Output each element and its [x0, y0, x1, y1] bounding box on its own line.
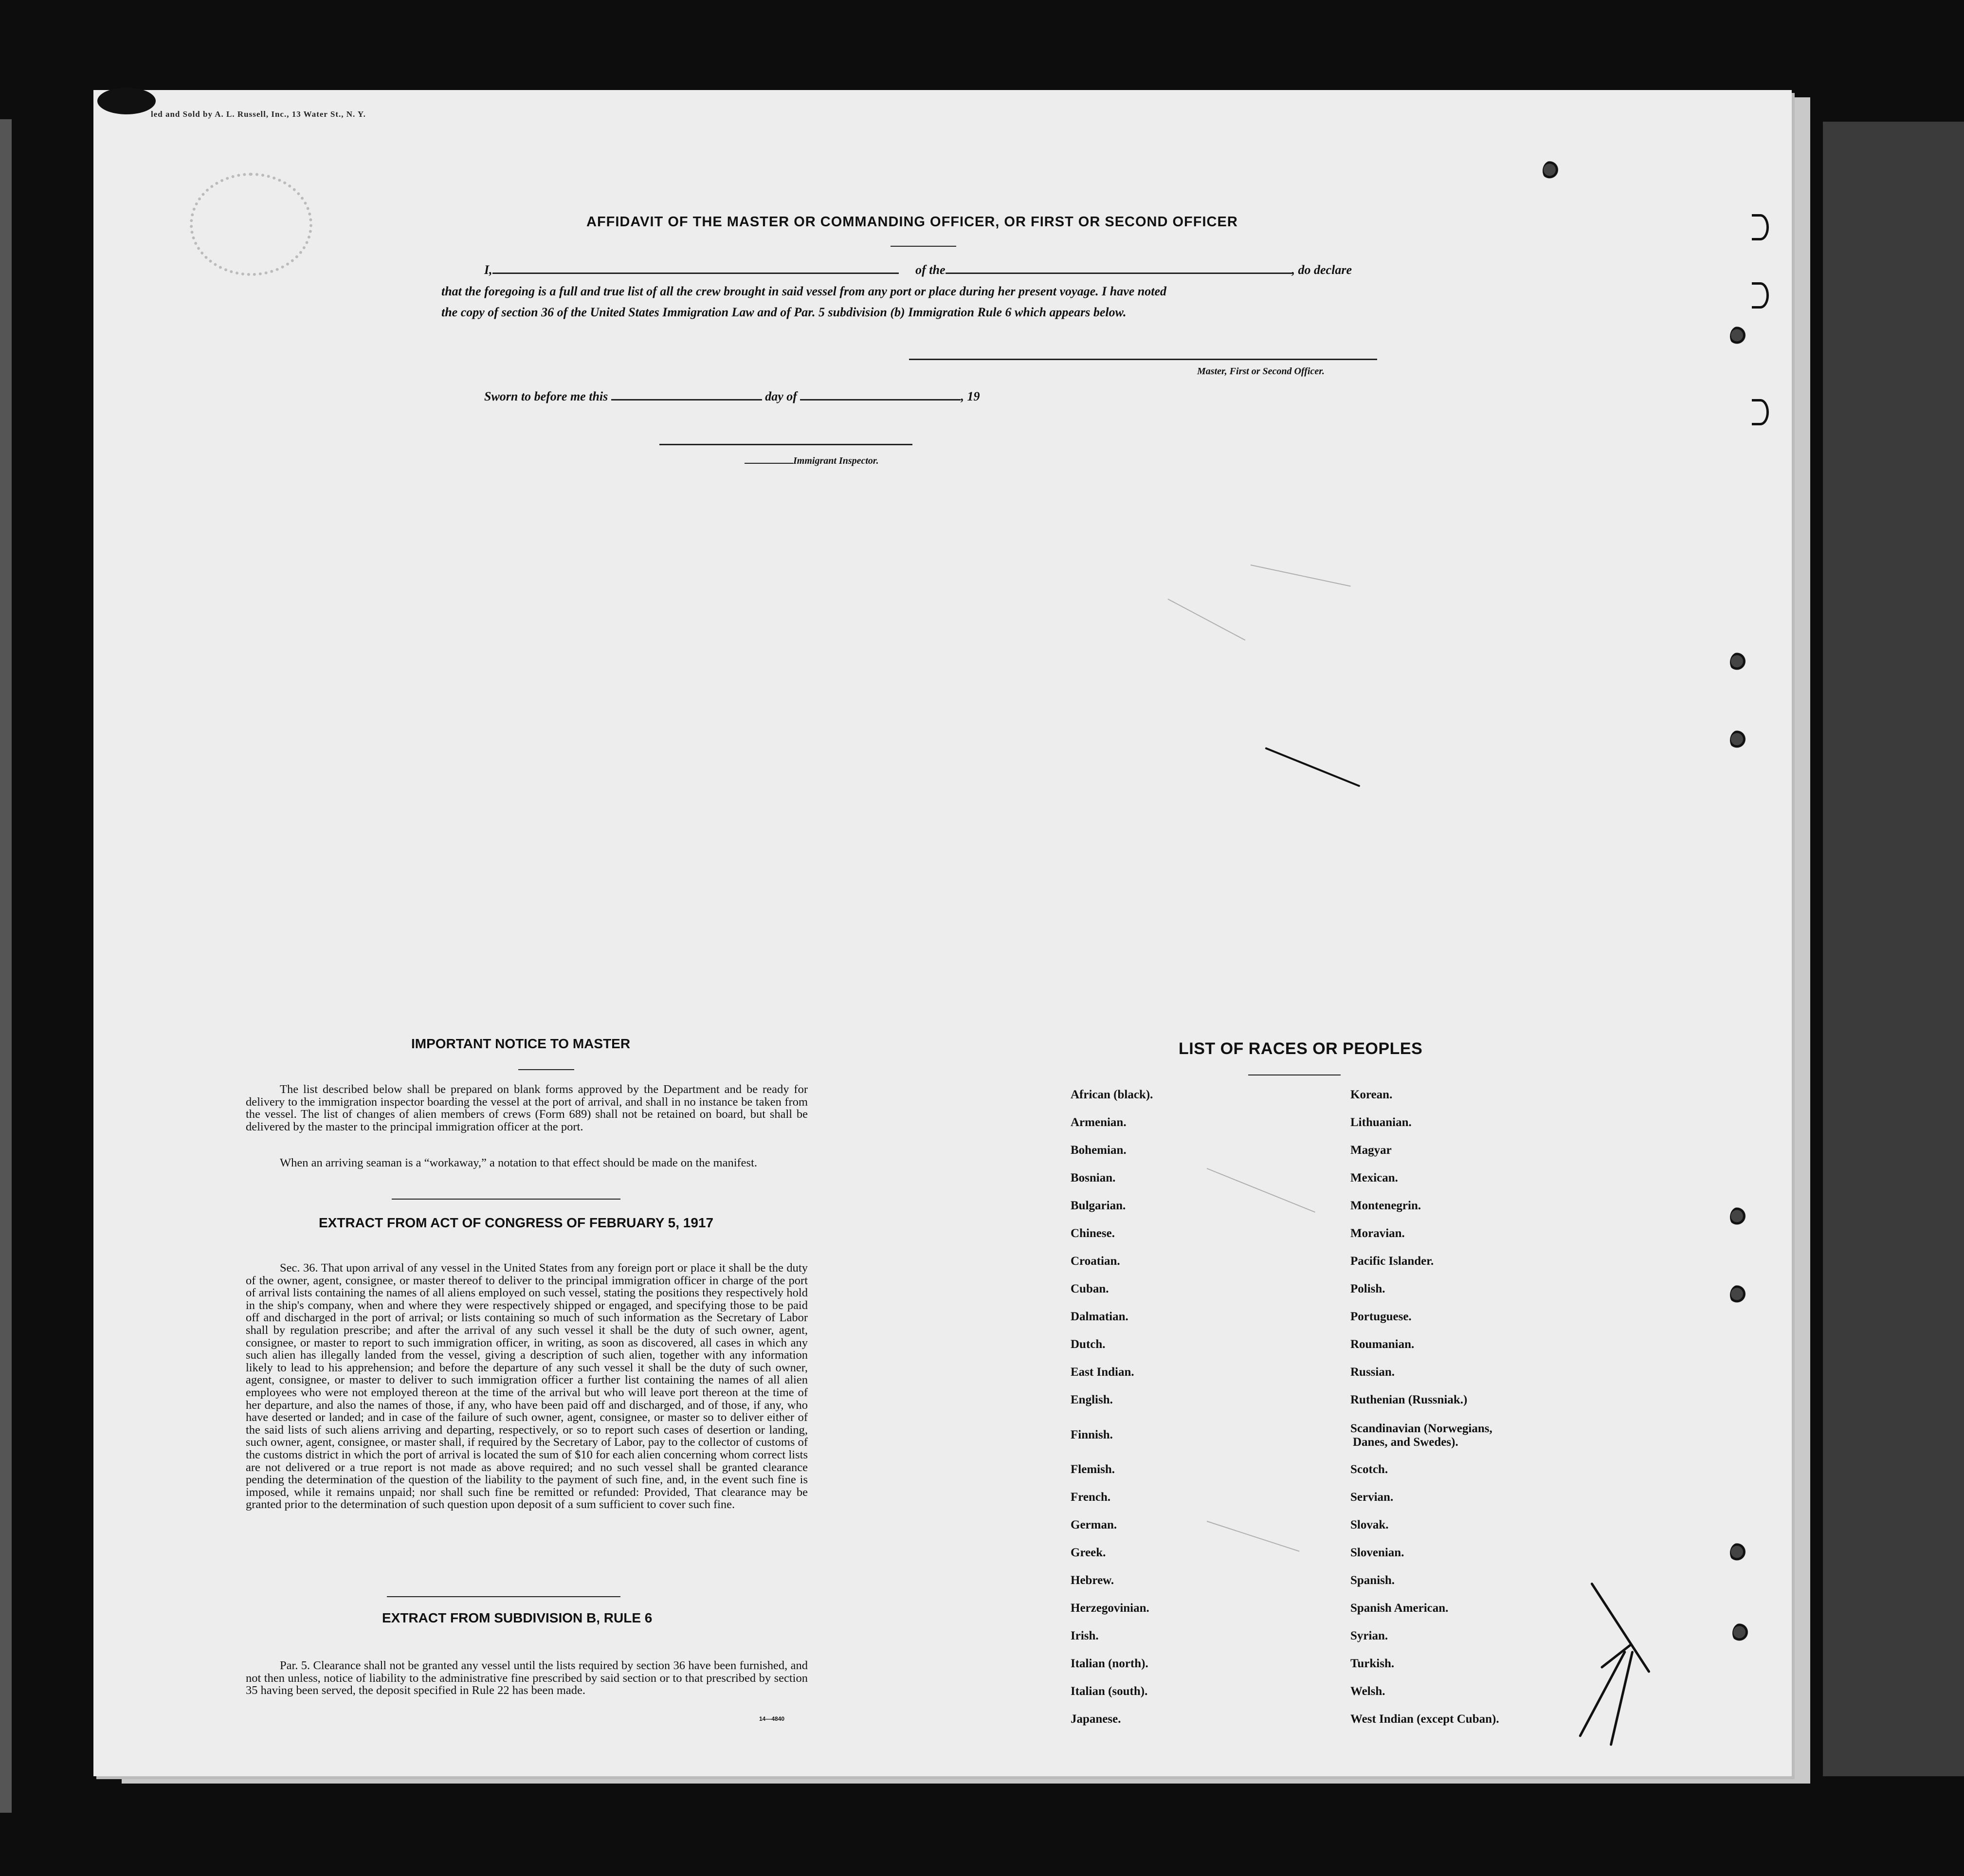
race-item: Armenian.: [1071, 1116, 1127, 1129]
race-item: Magyar: [1350, 1144, 1392, 1157]
race-item: German.: [1071, 1518, 1117, 1531]
race-item: Pacific Islander.: [1350, 1255, 1434, 1268]
vessel-blank: [946, 273, 1292, 274]
rule-title: EXTRACT FROM SUBDIVISION B, RULE 6: [382, 1610, 653, 1625]
rule-divider: [387, 1596, 620, 1597]
race-item: Bulgarian.: [1071, 1199, 1126, 1212]
binder-hole: [1730, 1207, 1747, 1227]
race-item: Cuban.: [1071, 1282, 1109, 1295]
race-item: Irish.: [1071, 1629, 1099, 1642]
race-item: Syrian.: [1350, 1629, 1388, 1642]
binder-hole: [1752, 214, 1769, 240]
master-signature-label: Master, First or Second Officer.: [1197, 366, 1325, 377]
race-item: Hebrew.: [1071, 1574, 1114, 1587]
binder-hole: [1730, 1543, 1747, 1563]
affidavit-line-2: that the foregoing is a full and true list of all the crew brought in said vessel from any port or place during her present voyage. I have noted: [441, 284, 1167, 298]
notice-divider: [518, 1069, 574, 1070]
inspector-signature-label: Immigrant Inspector.: [745, 455, 879, 467]
binder-hole: [1543, 161, 1560, 181]
binder-hole: [1730, 730, 1747, 750]
form-code: 14—4840: [759, 1715, 785, 1722]
torn-corner-blot: [97, 88, 156, 114]
race-item: Mexican.: [1350, 1171, 1398, 1184]
race-item: Bohemian.: [1071, 1144, 1127, 1157]
race-item: Servian.: [1350, 1491, 1394, 1504]
race-item: West Indian (except Cuban).: [1350, 1712, 1499, 1726]
name-blank: [492, 273, 899, 274]
rule-paragraph: Par. 5. Clearance shall not be granted any vessel until the lists required by section 36 have been furnished, and not then unless, notice of liability to the administrative fine prescribed by said section or to that prescribed by section 35 having been served, the deposit specified in Rule 22 has been made.: [246, 1659, 808, 1697]
binder-hole: [1730, 1285, 1747, 1305]
month-blank: [800, 399, 961, 401]
race-item: Croatian.: [1071, 1255, 1120, 1268]
race-item: Italian (north).: [1071, 1657, 1148, 1670]
master-signature-line: [909, 359, 1377, 360]
race-item: Roumanian.: [1350, 1338, 1415, 1351]
race-item: Spanish.: [1350, 1574, 1395, 1587]
race-item: Montenegrin.: [1350, 1199, 1421, 1212]
binder-hole: [1732, 1623, 1750, 1643]
race-item: Japanese.: [1071, 1712, 1121, 1726]
affidavit-of-the-label: of the: [915, 263, 946, 277]
affidavit-line-3: the copy of section 36 of the United States Immigration Law and of Par. 5 subdivision (b) Immigration Rule 6 which appears below.: [441, 305, 1127, 319]
race-item: French.: [1071, 1491, 1111, 1504]
race-item: Danes, and Swedes).: [1353, 1436, 1458, 1449]
race-item: Russian.: [1350, 1366, 1395, 1379]
race-item: East Indian.: [1071, 1366, 1134, 1379]
race-item: Polish.: [1350, 1282, 1385, 1295]
race-item: Bosnian.: [1071, 1171, 1116, 1184]
race-item: Slovak.: [1350, 1518, 1389, 1531]
race-item: Portuguese.: [1350, 1310, 1412, 1323]
race-item: Italian (south).: [1071, 1685, 1148, 1698]
race-item: Scotch.: [1350, 1463, 1388, 1476]
race-item: English.: [1071, 1393, 1113, 1406]
races-title: LIST OF RACES OR PEOPLES: [1179, 1039, 1423, 1058]
race-item: Slovenian.: [1350, 1546, 1404, 1559]
binder-hole: [1730, 652, 1747, 673]
act-section-36: Sec. 36. That upon arrival of any vessel in the United States from any foreign port or place it shall be the duty of the owner, agent, consignee, or master thereof to deliver to the principal immigration officer in charge of the port of arrival lists containing the names of all aliens employed on such vessel, stating the positions they respectively hold in the ship's company, when and where they were respectively shipped or engaged, and specifying those to be paid off and discharged in the port of arrival; or lists containing so much of such information as the Secretary of Labor shall by regulation prescribe; and after the arrival of any such vessel it shall be the duty of such owner, agent, consignee, or master to report to such immigration officer, in writing, as soon as discovered, all cases in which any such alien has illegally landed from the vessel, giving a description of such alien, together with any information likely to lead to his apprehension; and before the departure of any such vessel it shall be the duty of such owner, agent, consignee, or master to deliver to such immigration officer a further list containing the names of all alien employees who were not employed thereon at the time of the arrival but who will leave port thereon at the time of her departure, and also the names of those, if any, who have been paid off and discharged, and of those, if any, who have deserted or landed; and in case of the failure of such owner, agent, consignee, or master so to deliver either of the said lists of such aliens arriving and departing, respectively, or so to report such cases of desertion or landing, such owner, agent, consignee, or master shall, if required by the Secretary of Labor, pay to the collector of customs of the customs district in which the port of arrival is located the sum of $10 for each alien concerning whom correct lists are not delivered or a true report is not made as above required; and no such vessel shall be granted clearance pending the determination of the question of the liability to the payment of such fine, and, in the event such fine is imposed, while it remains unpaid; nor shall such fine be remitted or refunded: Provided, That clearance may be granted prior to the determination of such question upon deposit of a sum sufficient to cover such fine.: [246, 1261, 808, 1512]
race-item: African (black).: [1071, 1088, 1153, 1101]
race-item: Moravian.: [1350, 1227, 1405, 1240]
race-item: Finnish.: [1071, 1428, 1113, 1441]
notice-title: IMPORTANT NOTICE TO MASTER: [411, 1036, 631, 1051]
notice-paragraph-1: The list described below shall be prepared on blank forms approved by the Department and be ready for delivery to the immigration inspector boarding the vessel at the port of arrival, and shall in no instance be taken from the vessel. The list of changes of alien members of crews (Form 689) shall not be retained on board, but shall be delivered by the master to the principal immigration officer at the port.: [246, 1083, 808, 1133]
affidavit-title: AFFIDAVIT OF THE MASTER OR COMMANDING OFFICER, OR FIRST OR SECOND OFFICER: [586, 214, 1238, 230]
race-item: Ruthenian (Russniak.): [1350, 1393, 1468, 1406]
race-item: Korean.: [1350, 1088, 1393, 1101]
faded-stamp: [190, 173, 312, 276]
scanner-edge-right: [1823, 122, 1964, 1776]
race-item: Greek.: [1071, 1546, 1106, 1559]
inspector-signature-line: [659, 444, 912, 445]
title-underline: [891, 246, 956, 247]
race-item: Lithuanian.: [1350, 1116, 1412, 1129]
race-item: Turkish.: [1350, 1657, 1395, 1670]
affidavit-i-label: I,: [484, 263, 492, 277]
day-of-label: day of: [765, 389, 797, 403]
race-item: Flemish.: [1071, 1463, 1115, 1476]
race-item: Chinese.: [1071, 1227, 1115, 1240]
binder-hole: [1752, 282, 1769, 309]
race-item: Dutch.: [1071, 1338, 1106, 1351]
race-item: Welsh.: [1350, 1685, 1385, 1698]
race-item: Scandinavian (Norwegians,: [1350, 1422, 1492, 1435]
act-divider: [392, 1199, 620, 1200]
sworn-date-blank: [611, 399, 762, 401]
scanner-edge-left: [0, 119, 12, 1813]
binder-hole: [1752, 399, 1769, 425]
printer-imprint: led and Sold by A. L. Russell, Inc., 13 Water St., N. Y.: [151, 109, 366, 119]
year-label: , 19: [961, 389, 980, 403]
document-page: [93, 90, 1792, 1776]
race-item: Spanish American.: [1350, 1602, 1449, 1615]
act-title: EXTRACT FROM ACT OF CONGRESS OF FEBRUARY 5, 1917: [319, 1215, 714, 1230]
binder-hole: [1730, 326, 1747, 346]
race-item: Dalmatian.: [1071, 1310, 1128, 1323]
sworn-label: Sworn to before me this: [484, 389, 608, 403]
affidavit-declare-label: , do declare: [1291, 263, 1352, 277]
notice-paragraph-2: When an arriving seaman is a “workaway,” a notation to that effect should be made on the manifest.: [280, 1156, 758, 1169]
race-item: Herzegovinian.: [1071, 1602, 1149, 1615]
